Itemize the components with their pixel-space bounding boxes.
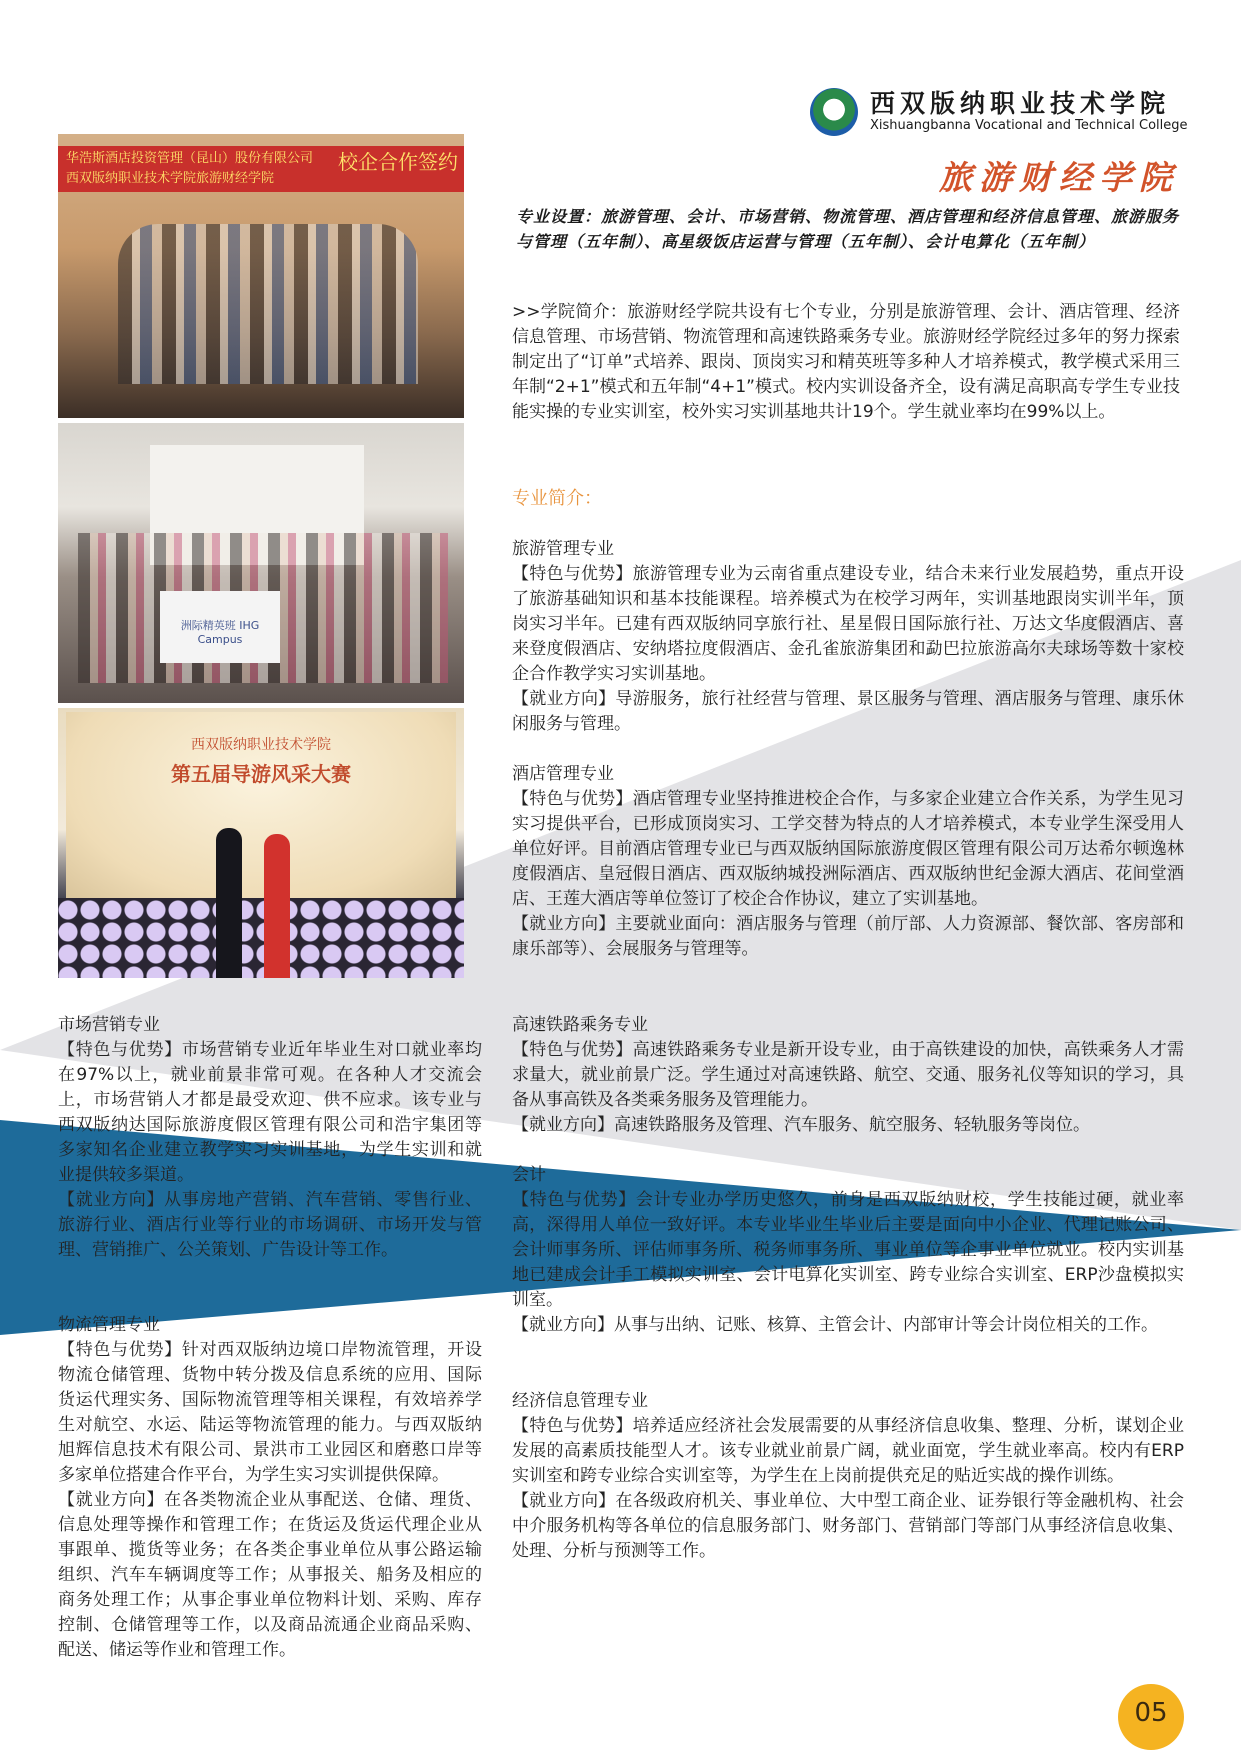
photo3-host-male [216, 828, 242, 978]
photo-guide-contest [58, 708, 464, 978]
major-block-econ-info [512, 1389, 1184, 1564]
photo1-banner-big: 校企合作签约 [338, 150, 458, 174]
major-career: 【就业方向】导游服务，旅行社经营与管理、景区服务与管理、酒店服务与管理、康乐休闲服务与管理。 [512, 689, 1184, 734]
photo3-screen [66, 712, 456, 902]
major-block-hotel [512, 762, 1184, 962]
majors-offered: 专业设置：旅游管理、会计、市场营销、物流管理、酒店管理和经济信息管理、旅游服务与管理（五年制）、高星级饭店运营与管理（五年制）、会计电算化（五年制） [516, 207, 1180, 251]
photo1-banner-line2: 西双版纳职业技术学院旅游财经学院 [66, 171, 275, 186]
major-career: 【就业方向】在各类物流企业从事配送、仓储、理货、信息处理等操作和管理工作；在货运及货运代理企业从事跟单、揽货等业务；在各类企事业单位从事公路运输组织、汽车车辆调度等工作；从事报关、船务及相应的商务处理工作；从事企事业单位物料计划、采购、库存控制、仓储管理等工作，以及商品流通企业商品采购、配送、储运等作业和管理工作。 [58, 1490, 482, 1660]
section-heading: 专业简介： [512, 488, 602, 509]
major-career: 【就业方向】从事与出纳、记账、核算、主管会计、内部审计等会计岗位相关的工作。 [512, 1315, 1158, 1335]
major-title: 酒店管理专业 [512, 764, 614, 784]
major-title: 经济信息管理专业 [512, 1391, 648, 1411]
photo1-banner-line1: 华浩斯酒店投资管理（昆山）股份有限公司 [66, 151, 314, 166]
major-feature: 【特色与优势】市场营销专业近年毕业生对口就业率均在97%以上，就业前景非常可观。在各种人才交流会上，市场营销人才都是最受欢迎、供不应求。该专业与西双版纳达国际旅游度假区管理有限公司和浩宇集团等多家知名企业建立教学实习实训基地，为学生实训和就业提供较多渠道。 [58, 1040, 482, 1185]
major-title: 高速铁路乘务专业 [512, 1015, 648, 1035]
major-career: 【就业方向】在各级政府机关、事业单位、大中型工商企业、证券银行等金融机构、社会中介服务机构等各单位的信息服务部门、财务部门、营销部门等部门从事经济信息收集、处理、分析与预测等工作。 [512, 1491, 1184, 1561]
major-title: 会计 [512, 1165, 546, 1185]
photo2-flag: 洲际精英班 IHG Campus [160, 591, 280, 663]
major-career: 【就业方向】从事房地产营销、汽车营销、零售行业、旅游行业、酒店行业等行业的市场调研、市场开发与管理、营销推广、公关策划、广告设计等工作。 [58, 1190, 482, 1260]
photo1-group-people [118, 224, 418, 384]
photo3-host-female [264, 834, 290, 978]
major-feature: 【特色与优势】培养适应经济社会发展需要的从事经济信息收集、整理、分析，谋划企业发展的高素质技能型人才。该专业就业前景广阔，就业面宽，学生就业率高。校内有ERP实训室和跨专业综合实训室等，为学生在上岗前提供充足的贴近实战的操作训练。 [512, 1416, 1184, 1486]
photo3-balloons [58, 898, 464, 978]
major-title: 物流管理专业 [58, 1315, 160, 1335]
school-title: 旅游财经学院 [939, 158, 1179, 197]
major-block-logistics [58, 1313, 482, 1663]
major-block-accounting [512, 1163, 1184, 1338]
major-career: 【就业方向】主要就业面向：酒店服务与管理（前厅部、人力资源部、餐饮部、客房部和康乐部等）、会展服务与管理等。 [512, 914, 1184, 959]
major-feature: 【特色与优势】酒店管理专业坚持推进校企合作，与多家企业建立合作关系，为学生见习实习提供平台，已形成顶岗实习、工学交替为特点的人才培养模式，本专业学生深受用人单位好评。目前酒店管理专业已与西双版纳国际旅游度假区管理有限公司万达希尔顿逸林度假酒店、皇冠假日酒店、西双版纳城投洲际酒店、西双版纳世纪金源大酒店、花间堂酒店、王莲大酒店等单位签订了校企合作协议，建立了实训基地。 [512, 789, 1184, 909]
major-title: 市场营销专业 [58, 1015, 160, 1035]
college-logo [810, 84, 1190, 144]
major-feature: 【特色与优势】会计专业办学历史悠久，前身是西双版纳财校，学生技能过硬，就业率高，深得用人单位一致好评。本专业毕业生毕业后主要是面向中小企业、代理记账公司、会计师事务所、评估师事务所、税务师事务所、事业单位等企事业单位就业。校内实训基地已建成会计手工模拟实训室、会计电算化实训室、跨专业综合实训室、ERP沙盘模拟实训室。 [512, 1190, 1184, 1310]
photo-signing-ceremony [58, 134, 464, 418]
photo-ihg-class [58, 423, 464, 703]
photo3-line1: 西双版纳职业技术学院 [191, 737, 331, 753]
college-name-cn: 西双版纳职业技术学院 [870, 89, 1171, 118]
photo3-line2: 第五届导游风采大赛 [171, 762, 351, 786]
major-feature: 【特色与优势】针对西双版纳边境口岸物流管理，开设物流仓储管理、货物中转分拨及信息系统的应用、国际货运代理实务、国际物流管理等相关课程，有效培养学生对航空、水运、陆运等物流管理的能力。与西双版纳旭辉信息技术有限公司、景洪市工业园区和磨憨口岸等多家单位搭建合作平台，为学生实习实训提供保障。 [58, 1340, 482, 1485]
page-number: 05 [1134, 1698, 1168, 1728]
major-block-marketing [58, 1013, 482, 1263]
major-block-railway [512, 1013, 1184, 1138]
major-feature: 【特色与优势】高速铁路乘务专业是新开设专业，由于高铁建设的加快，高铁乘务人才需求量大，就业前景广泛。学生通过对高速铁路、航空、交通、服务礼仪等知识的学习，具备从事高铁及各类乘务服务及管理能力。 [512, 1040, 1184, 1110]
college-emblem-icon [810, 88, 858, 136]
college-intro: >>学院简介：旅游财经学院共设有七个专业，分别是旅游管理、会计、酒店管理、经济信息管理、市场营销、物流管理和高速铁路乘务专业。旅游财经学院经过多年的努力探索制定出了“订单”式培养、跟岗、顶岗实习和精英班等多种人才培养模式，教学模式采用三年制“2+1”模式和五年制“4+1”模式。校内实训设备齐全，设有满足高职高专学生专业技能实操的专业实训室，校外实习实训基地共计19个。学生就业率均在99%以上。 [512, 302, 1180, 422]
photo1-banner [58, 146, 464, 192]
major-title: 旅游管理专业 [512, 539, 614, 559]
major-block-tourism [512, 537, 1184, 737]
major-career: 【就业方向】高速铁路服务及管理、汽车服务、航空服务、轻轨服务等岗位。 [512, 1115, 1090, 1135]
college-name-en: Xishuangbanna Vocational and Technical College [870, 118, 1188, 133]
major-feature: 【特色与优势】旅游管理专业为云南省重点建设专业，结合未来行业发展趋势，重点开设了旅游基础知识和基本技能课程。培养模式为在校学习两年，实训基地跟岗实训半年，顶岗实习半年。已建有西双版纳同享旅行社、星星假日国际旅行社、万达文华度假酒店、喜来登度假酒店、安纳塔拉度假酒店、金孔雀旅游集团和勐巴拉旅游高尔夫球场等数十家校企合作教学实习实训基地。 [512, 564, 1184, 684]
